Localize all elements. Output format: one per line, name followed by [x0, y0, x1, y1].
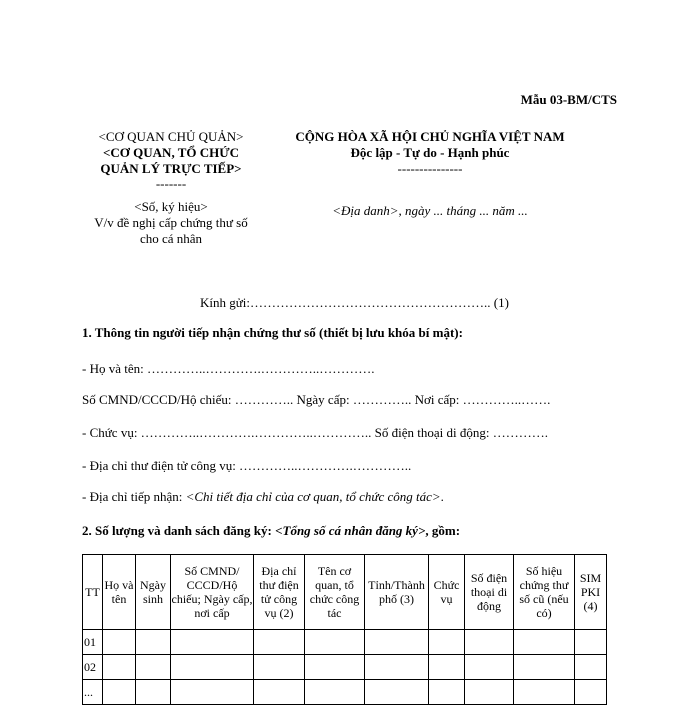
- col-header-old-cert: Số hiệu chứng thư số cũ (nếu có): [514, 555, 575, 630]
- agency-divider: -------: [155, 176, 187, 191]
- table-row: [83, 655, 607, 680]
- national-motto: Độc lập - Tự do - Hạnh phúc: [350, 145, 510, 160]
- official-email-line: - Địa chỉ thư điện tử công vụ: …………..………….…………..: [82, 458, 412, 473]
- table-header-row: [83, 555, 607, 630]
- col-header-organization: Tên cơ quan, tổ chức công tác: [305, 555, 365, 630]
- table-row: [83, 630, 607, 655]
- registration-table: [82, 554, 607, 705]
- id-document-line: Số CMND/CCCD/Hộ chiếu: ………….. Ngày cấp: ………….. Nơi cấp: …………..…….: [82, 392, 551, 407]
- subject-line1: V/v đề nghị cấp chứng thư số: [94, 215, 248, 230]
- parent-agency: <CƠ QUAN CHỦ QUẢN>: [98, 129, 244, 144]
- address-end: .: [440, 489, 444, 504]
- subject-line2: cho cá nhân: [139, 231, 203, 246]
- document-number: <Số, ký hiệu>: [134, 199, 208, 214]
- col-header-birth-date: Ngày sinh: [136, 555, 171, 630]
- nation-title: CỘNG HÒA XÃ HỘI CHỦ NGHĨA VIỆT NAM: [295, 129, 565, 144]
- agency-name-line2: QUẢN LÝ TRỰC TIẾP>: [100, 161, 242, 176]
- table-row: [83, 680, 607, 705]
- agency-name-line1: <CƠ QUAN, TỔ CHỨC: [103, 145, 239, 160]
- position-phone-line: - Chức vụ: …………..………….…………..………….. Số điện thoại di động: ………….: [82, 425, 549, 440]
- place-date: <Địa danh>, ngày ... tháng ... năm ...: [332, 203, 528, 218]
- address-label: - Địa chỉ tiếp nhận:: [82, 489, 186, 504]
- row-number: ...: [83, 680, 103, 705]
- col-header-province: Tỉnh/Thành phố (3): [365, 555, 429, 630]
- national-divider: ---------------: [397, 161, 463, 176]
- section2-heading-post: , gồm:: [425, 523, 461, 538]
- section1-heading: 1. Thông tin người tiếp nhận chứng thư số (thiết bị lưu khóa bí mật):: [82, 325, 463, 340]
- form-code: Mẫu 03-BM/CTS: [520, 92, 617, 107]
- full-name-line: - Họ và tên: …………..………….…………..………….: [82, 361, 375, 376]
- agency-header: [76, 129, 266, 247]
- national-header: [280, 129, 580, 219]
- col-header-phone: Số điện thoại di động: [465, 555, 514, 630]
- salutation: Kính gửi:……………………………………………….. (1): [200, 295, 509, 310]
- col-header-id-document: Số CMND/ CCCD/Hộ chiếu; Ngày cấp, nơi cấp: [171, 555, 254, 630]
- section2-heading-pre: 2. Số lượng và danh sách đăng ký:: [82, 523, 276, 538]
- row-number: 02: [83, 655, 103, 680]
- section2-heading: [82, 523, 460, 539]
- col-header-tt: TT: [83, 555, 103, 630]
- receiving-address-line: [82, 489, 444, 505]
- col-header-full-name: Họ và tên: [103, 555, 136, 630]
- col-header-position: Chức vụ: [429, 555, 465, 630]
- address-value: <Chi tiết địa chỉ của cơ quan, tổ chức công tác>: [185, 489, 441, 504]
- col-header-sim-pki: SIM PKI (4): [575, 555, 607, 630]
- col-header-email: Địa chỉ thư điện tử công vụ (2): [254, 555, 305, 630]
- row-number: 01: [83, 630, 103, 655]
- section2-heading-italic: <Tổng số cá nhân đăng ký>: [275, 523, 426, 538]
